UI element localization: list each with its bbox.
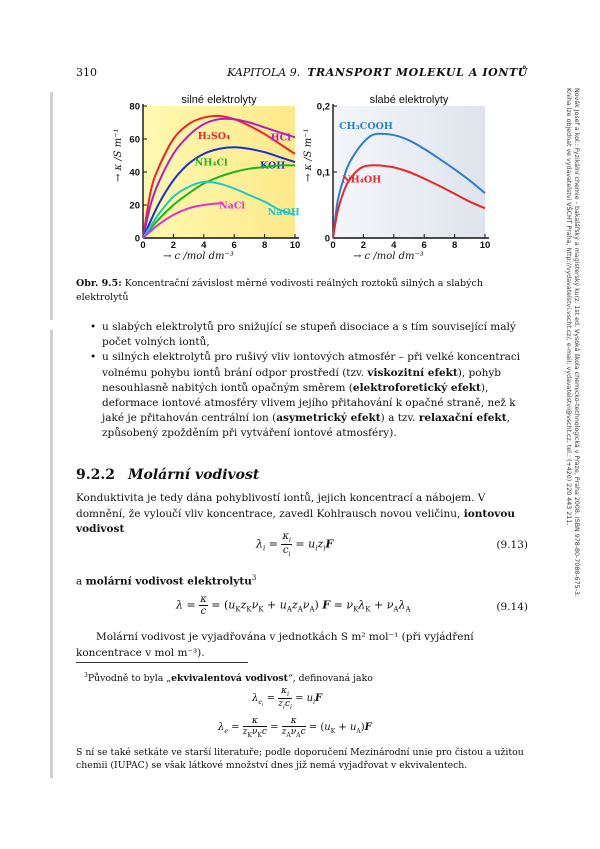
x-axis-label: → c /mol dm⁻³ [163,251,234,262]
strong-electrolytes-chart [113,94,300,262]
paragraph-text: a [76,575,86,588]
bullet-text: ), pohyb nesouhlasně nabitých iontů opačným směrem ( [102,366,502,394]
page-number: 310 [76,66,97,79]
series-label: NaOH [267,206,300,218]
plot-background [143,106,295,238]
conductivity-charts [105,92,505,262]
chart-title: slabé elektrolyty [369,94,449,106]
weak-electrolytes-chart [303,94,490,262]
x-tick-label: 0 [140,240,146,251]
caption-label: Obr. 9.5: [76,278,122,289]
x-axis-label: → c /mol dm⁻³ [353,251,424,262]
bullet-icon: • [90,351,97,364]
paragraph-molar [76,571,528,590]
bullet-text: u silných elektrolytů pro rušivý vliv iontových atmosfér – při velké koncentraci volnému pohybu iontů brání odpor prostředí (tzv. [102,351,521,379]
y-axis-label: → κ /S m⁻¹ [303,128,314,182]
series-label: NH₄OH [342,174,382,186]
x-tick-label: 2 [170,240,177,251]
x-tick-label: 0 [330,240,336,251]
series-label: NH₄Cl [194,157,228,169]
series-label: KOH [260,160,286,172]
bullet-text: u slabých elektrolytů pro snižující se stupeň disociace a s tím související malý počet volných iontů, [102,321,516,349]
bold-term: molární vodivost elektrolytu [85,575,252,588]
x-tick-label: 4 [201,240,207,251]
y-tick-label: 0,2 [316,101,330,113]
bullet-list [76,320,528,442]
caption-text: Koncentrační závislost měrné vodivosti reálných roztoků silných a slabých elektrolytů [76,278,483,303]
x-tick-label: 8 [261,240,268,251]
y-tick-label: 20 [129,200,140,212]
x-tick-label: 6 [231,240,237,251]
equation-9-13: $\lambda_i$ = $\frac{\kappa_i}{c_i}$ = $u_iz_iF$ [256,531,334,558]
x-tick-label: 8 [451,240,458,251]
equation-9-14: λ = $\frac{\kappa}{c}$ = $(u_Kz_K\nu_K + u_Az_A\nu_A) F = \nu_K\lambda_K + \nu_A\lambda_A$ [176,594,411,617]
footnote-closing: S ní se také setkáte ve starší literatuře; podle doporučení Mezinárodní unie pro čistou a užitou chemii (IUPAC) se však látkové množství dnes již nemá vyjadřovat v ekvivalentech. [76,747,524,771]
chart-title: silné elektrolyty [181,94,257,106]
margin-note-line-1: Novák Josef a kol.: Fyzikální chemie - bakalářský a magisterský kurz. 1st ed. Vysoká škola chemicko-technologická v Praze, Praha 2008. ISBN 978-80-7080-675-3. [573,88,580,597]
footnote-equation-1: $\lambda_{e_i}$ = $\frac{\kappa_i}{z_ic_i}$ = $u_iF$ [252,686,323,711]
figure-caption [76,277,528,305]
margin-note-line-2: Kniha lze objednat ve vydavatelství VŠCHT Praha, http://vydavatelstvi.vscht.cz/, e-mail: vydavatelstvi@vscht.cz, tel.: (+420) 220 443 211. [565,88,572,526]
footnote-rule [76,662,248,663]
series-label: HCl [270,132,291,144]
section-title: Molární vodivost [128,467,260,483]
section-number: 9.2.2 [76,467,115,483]
y-tick-label: 60 [129,134,140,146]
y-axis-label: → κ /S m⁻¹ [113,128,124,182]
bullet-text: , způsobený zpožděním při vytváření iontové atmosféry). [102,412,510,440]
series-label: H₂SO₄ [197,131,231,142]
equation-number: (9.14) [496,601,528,613]
y-tick-label: 80 [129,101,140,113]
margin-bar-bottom [50,330,53,778]
chapter-heading [227,66,528,79]
paragraph-units: Molární vodivost je vyjadřována v jednotkách S m² mol⁻¹ (při vyjádření koncentrace v mol m⁻³). [76,631,474,659]
margin-copyright-note [565,88,600,688]
footnote-ref: 3 [251,574,257,582]
bold-term: iontovou vodivost [76,507,515,535]
footnote-text: Původně to byla „ [87,673,172,685]
bold-term: elektroforetický efekt [352,381,481,394]
x-tick-label: 10 [289,240,301,251]
chapter-prefix: KAPITOLA 9. [227,66,301,79]
y-tick-label: 0,1 [316,167,330,179]
bullet-text: ) a tzv. [380,412,419,425]
series-label: CH₃COOH [339,121,393,133]
bold-term: relaxační efekt [418,412,507,425]
series-label: NaCl [219,200,246,212]
x-tick-label: 6 [421,240,427,251]
figure-9-5 [105,92,505,262]
y-tick-label: 0 [134,233,140,245]
bold-term: ekvivalentová vodivost [171,673,288,685]
bold-term: viskozitní efekt [367,366,458,379]
footnote-equation-2: $\lambda_e$ = $\frac{\kappa}{z_K\nu_Kc}$ = $\frac{\kappa}{z_A\nu_Ac}$ = $(u_K + u_A)F$ [218,716,372,739]
margin-bar-top [50,92,53,320]
bold-term: asymetrický efekt [276,412,381,425]
running-header [76,66,528,82]
x-tick-label: 4 [391,240,397,251]
footnote-mark: 3 [84,672,88,679]
x-tick-label: 2 [360,240,367,251]
bullet-icon: • [90,321,97,333]
y-tick-label: 0 [324,233,330,245]
chapter-title: TRANSPORT MOLEKUL A IONTŮ [307,66,528,79]
list-item [76,350,528,441]
paragraph-text: Konduktivita je tedy dána pohyblivostí iontů, jejich koncentrací a nábojem. V domnění, že vyloučí vliv koncentrace, zavedl Kohlrausch novou veličinu, [76,492,486,520]
y-tick-label: 40 [129,167,140,179]
equation-number: (9.13) [496,539,528,551]
footnote-text: “, definovaná jako [287,673,373,685]
x-tick-label: 10 [479,240,491,251]
footnote [76,669,544,685]
list-item [76,320,528,350]
bullet-text: ), deformace iontové atmosféry vlivem jejího přitahování k opačné straně, než k jaké je přitahován centrální ion ( [102,381,516,425]
section-heading [76,467,259,483]
